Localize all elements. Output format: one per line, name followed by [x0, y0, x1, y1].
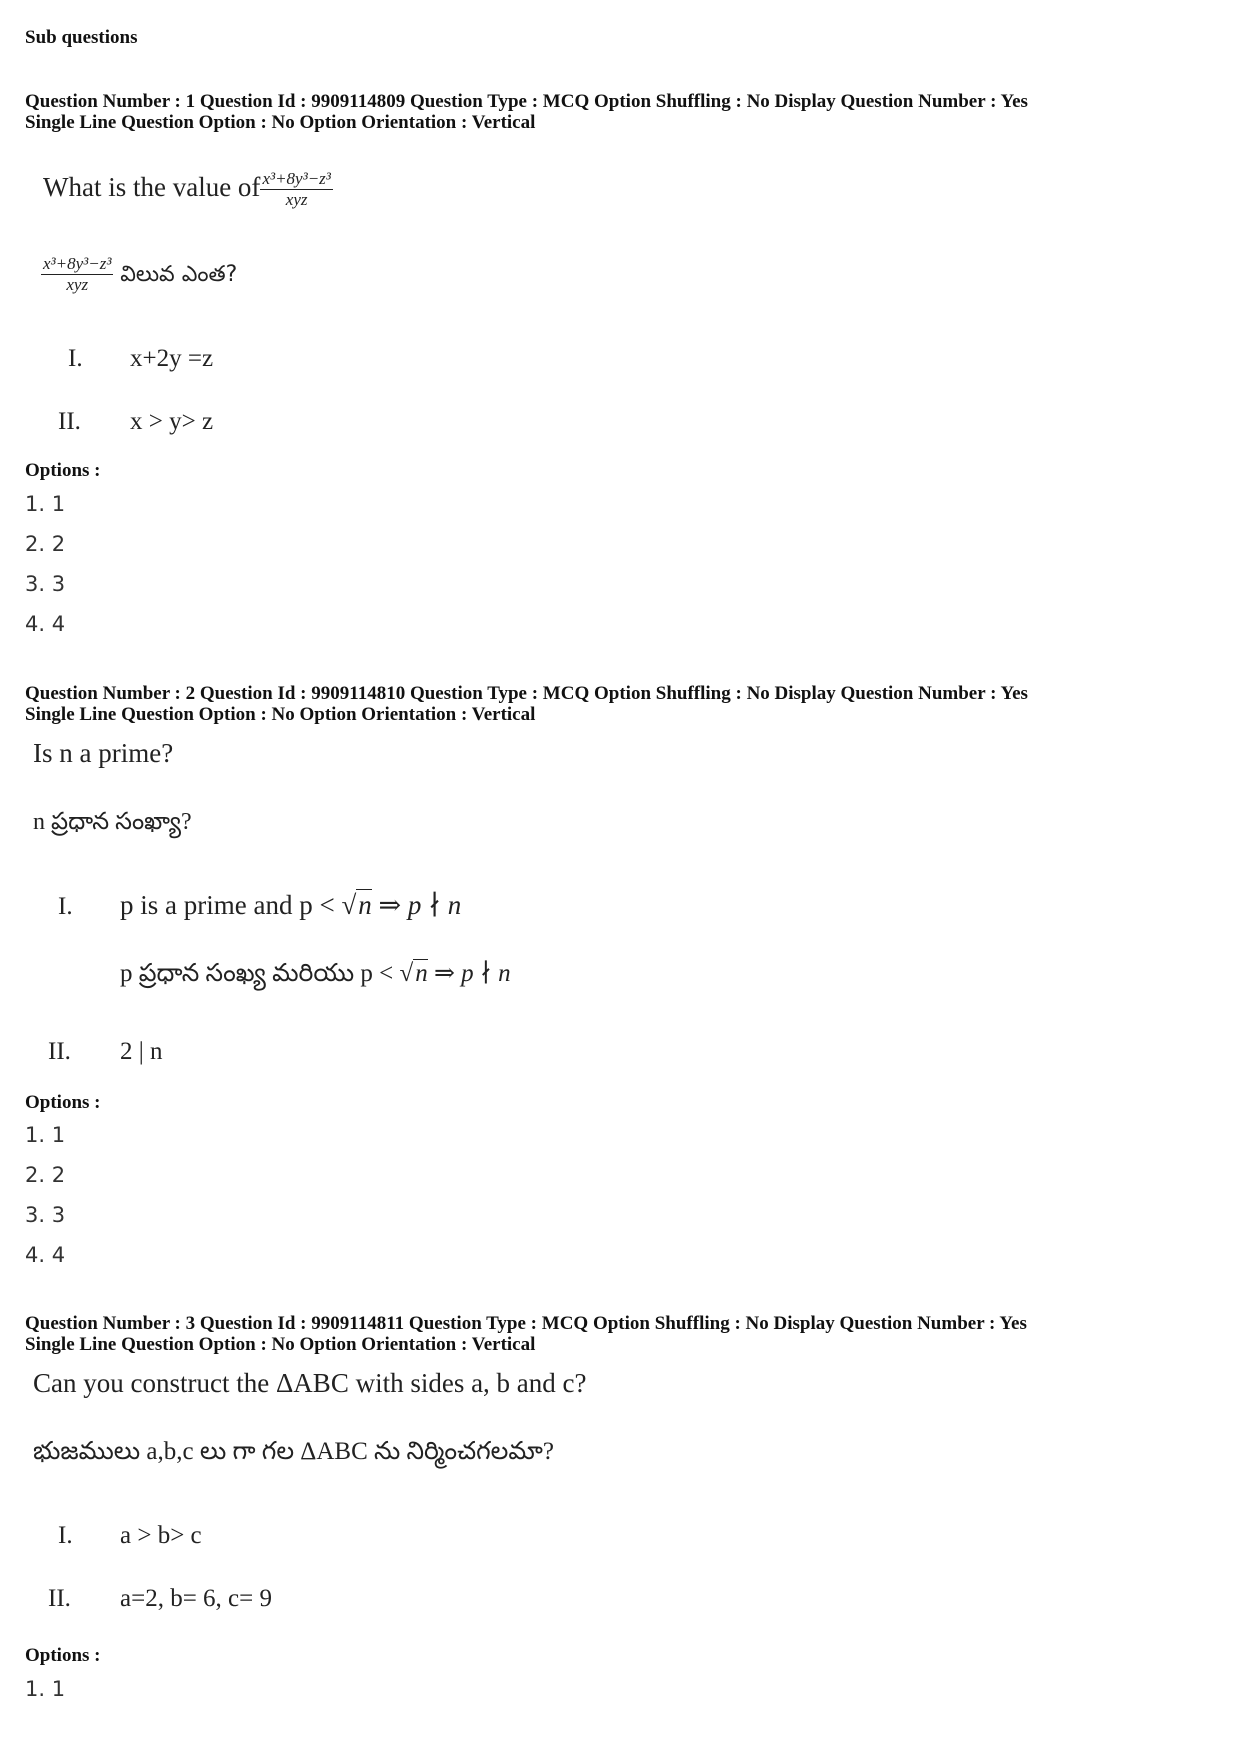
statement-3-1-number: I. — [58, 1522, 73, 1549]
question-1-option-2[interactable]: 2. 2 — [25, 532, 66, 556]
question-1-option-1[interactable]: 1. 1 — [25, 492, 66, 516]
statement-2-1-te-text: p ప్రధాన సంఖ్య మరియు p < — [120, 960, 394, 987]
question-1-prompt-en-text: What is the value of — [43, 172, 261, 203]
statement-3-1-text: a > b> c — [120, 1522, 202, 1549]
statement-3-2-number: II. — [48, 1585, 71, 1612]
question-2-option-3[interactable]: 3. 3 — [25, 1203, 66, 1227]
question-2-prompt-en: Is n a prime? — [33, 738, 174, 768]
statement-2-2-number: II. — [48, 1038, 71, 1065]
question-2-meta-line2: Single Line Question Option : No Option Orientation : Vertical — [25, 704, 536, 725]
statement-2-2-text: 2 | n — [120, 1038, 163, 1065]
question-1-option-3[interactable]: 3. 3 — [25, 572, 66, 596]
question-1-fraction-te — [41, 255, 113, 295]
fraction-denominator: xyz — [285, 189, 308, 209]
question-3-prompt-te: భుజములు a,b,c లు గా గల ΔABC ను నిర్మించగలమా? — [33, 1438, 554, 1465]
statement-2-1-te: p ప్రధాన సంఖ్య మరియు p < √n ⇒ p ∤ n — [120, 960, 511, 987]
question-1-fraction — [260, 170, 332, 210]
statement-2-1-text-a: p is a prime and p < — [120, 890, 335, 920]
statement-1-2-number: II. — [58, 408, 81, 435]
question-3-options-label: Options : — [25, 1645, 101, 1666]
page-heading: Sub questions — [25, 27, 138, 48]
question-1-option-4[interactable]: 4. 4 — [25, 612, 66, 636]
fraction-numerator: x³+8y³−z³ — [43, 254, 112, 273]
question-1-meta-line1: Question Number : 1 Question Id : 9909114809 Question Type : MCQ Option Shuffling : No Display Question Number : Yes — [25, 91, 1028, 112]
question-2-option-2[interactable]: 2. 2 — [25, 1163, 66, 1187]
question-1-prompt-en — [43, 170, 333, 210]
question-3-meta-line2: Single Line Question Option : No Option Orientation : Vertical — [25, 1334, 536, 1355]
sqrt-n: n — [358, 890, 372, 920]
question-1-prompt-te-text: విలువ ఎంత? — [120, 262, 238, 288]
statement-3-2-text: a=2, b= 6, c= 9 — [120, 1585, 272, 1612]
statement-1-1-number: I. — [68, 345, 83, 372]
question-3-meta-line1: Question Number : 3 Question Id : 9909114811 Question Type : MCQ Option Shuffling : No Display Question Number : Yes — [25, 1313, 1027, 1334]
statement-2-1-number: I. — [58, 893, 73, 920]
statement-1-2-text: x > y> z — [130, 408, 214, 435]
question-3-prompt-en: Can you construct the ΔABC with sides a, b and c? — [33, 1368, 587, 1398]
question-2-meta-line1: Question Number : 2 Question Id : 9909114810 Question Type : MCQ Option Shuffling : No Display Question Number : Yes — [25, 683, 1028, 704]
question-1-prompt-te — [41, 255, 237, 295]
question-1-meta-line2: Single Line Question Option : No Option Orientation : Vertical — [25, 112, 536, 133]
fraction-denominator: xyz — [66, 274, 89, 294]
fraction-numerator: x³+8y³−z³ — [262, 169, 331, 188]
question-2-prompt-te: n ప్రధాన సంఖ్యా? — [33, 809, 192, 835]
question-1-options-label: Options : — [25, 460, 101, 481]
statement-1-1-text: x+2y =z — [130, 345, 214, 372]
question-2-option-1[interactable]: 1. 1 — [25, 1123, 66, 1147]
question-2-option-4[interactable]: 4. 4 — [25, 1243, 66, 1267]
statement-2-1-text: p is a prime and p < √n ⇒ p ∤ n — [120, 890, 462, 920]
sqrt-n: n — [415, 960, 428, 987]
question-2-options-label: Options : — [25, 1092, 101, 1113]
question-3-option-1[interactable]: 1. 1 — [25, 1677, 66, 1701]
statement-2-1-te-text-b: ⇒ p ∤ n — [433, 960, 511, 987]
statement-2-1-text-b: ⇒ p ∤ n — [378, 890, 462, 920]
